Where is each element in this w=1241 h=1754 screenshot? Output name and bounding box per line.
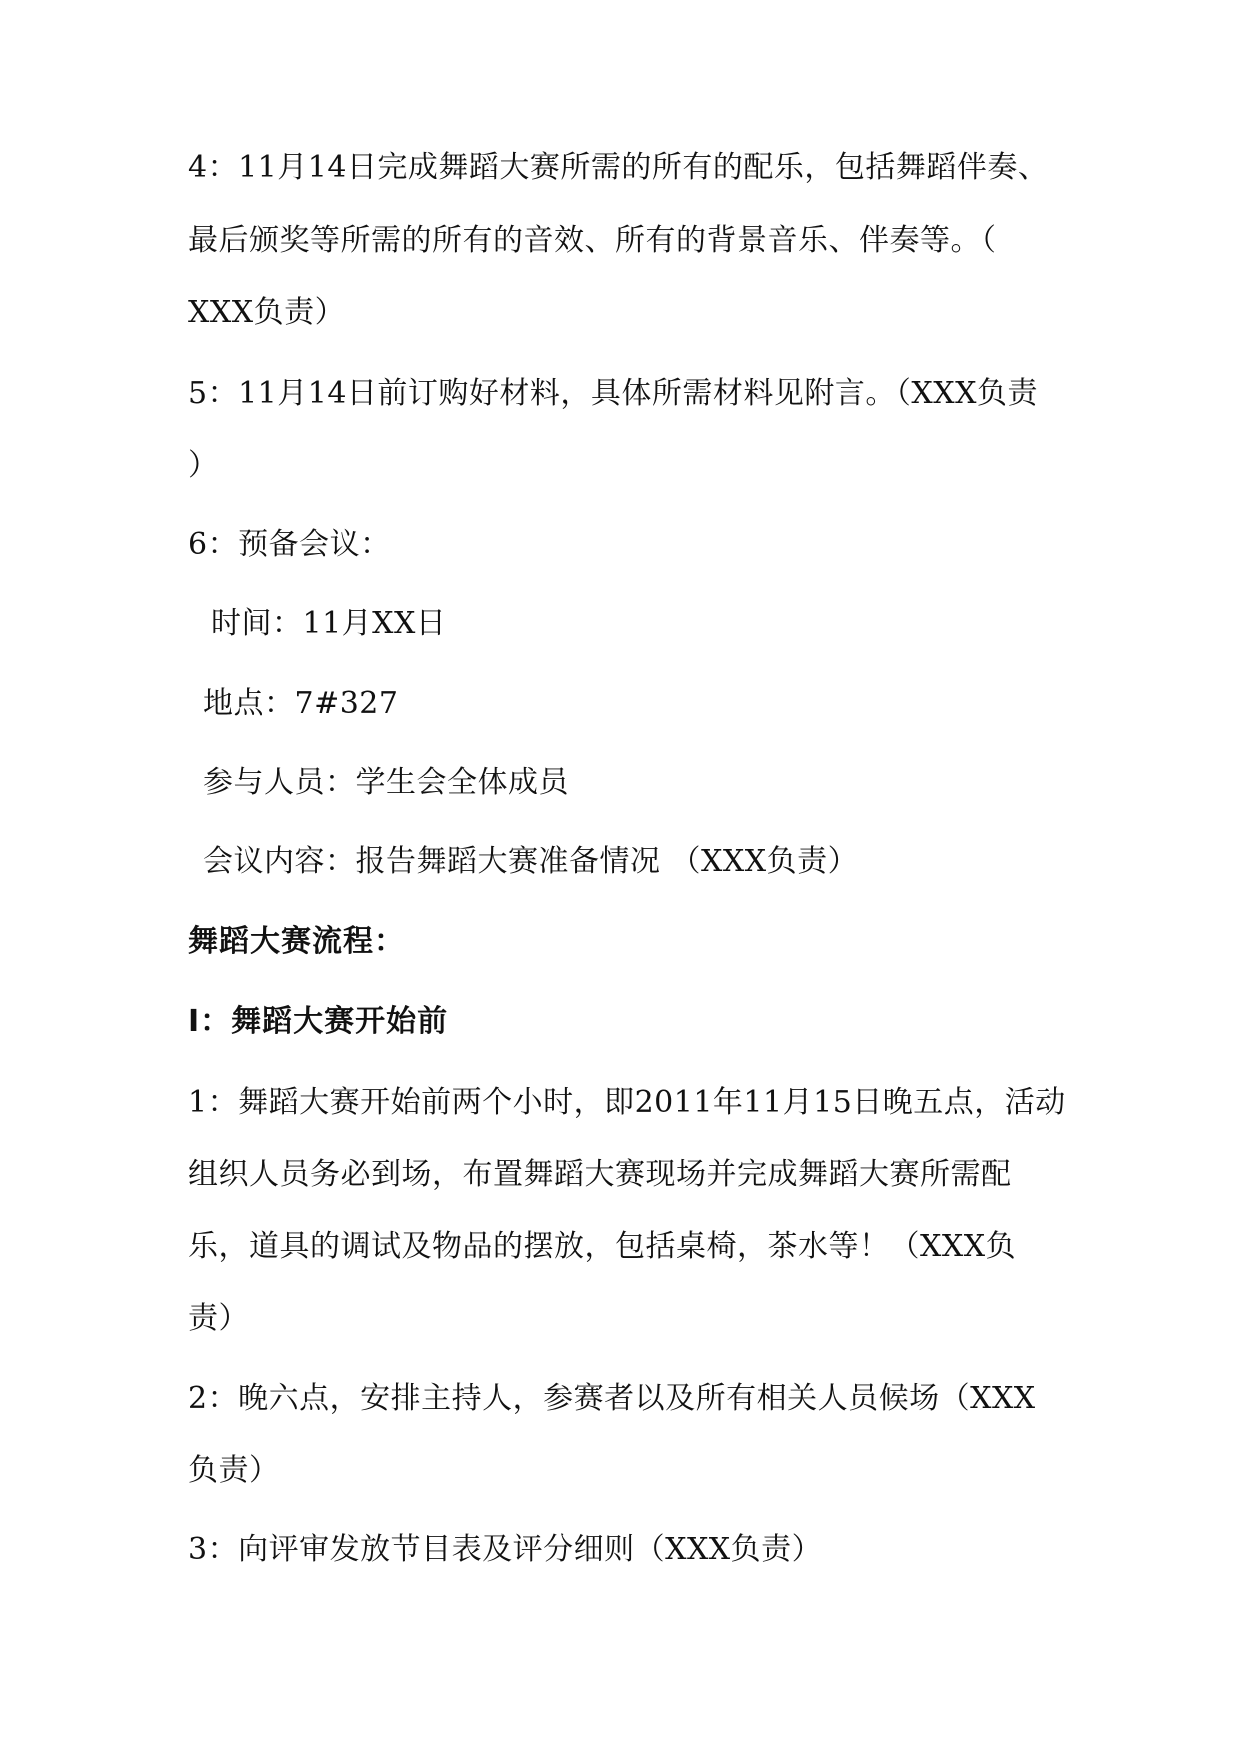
subsection-heading-before: I：舞蹈大赛开始前 — [188, 1004, 449, 1039]
step-2-line-1: 2：晚六点，安排主持人，参赛者以及所有相关人员候场（XXX — [188, 1381, 1036, 1416]
item-4-line-1: 4：11月14日完成舞蹈大赛所需的所有的配乐，包括舞蹈伴奏、 — [188, 150, 1049, 185]
meeting-participants: 参与人员：学生会全体成员 — [203, 765, 569, 800]
step-1-line-1: 1：舞蹈大赛开始前两个小时，即2011年11月15日晚五点，活动 — [188, 1085, 1066, 1120]
step-1-line-2: 组织人员务必到场，布置舞蹈大赛现场并完成舞蹈大赛所需配 — [188, 1157, 1012, 1192]
item-4-line-3: XXX负责） — [188, 295, 346, 330]
step-1-line-4: 责） — [188, 1301, 249, 1336]
meeting-content: 会议内容：报告舞蹈大赛准备情况 （XXX负责） — [203, 844, 859, 879]
meeting-location: 地点：7#327 — [203, 686, 399, 721]
item-4-line-2: 最后颁奖等所需的所有的音效、所有的背景音乐、伴奏等。（ — [188, 223, 997, 258]
step-1-line-3: 乐，道具的调试及物品的摆放，包括桌椅，茶水等！（XXX负 — [188, 1229, 1017, 1264]
step-2-line-2: 负责） — [188, 1453, 280, 1488]
meeting-time: 时间：11月XX日 — [211, 606, 447, 641]
item-5-line-1: 5：11月14日前订购好材料，具体所需材料见附言。（XXX负责 — [188, 376, 1039, 411]
item-5-line-2: ） — [188, 448, 219, 483]
section-heading-process: 舞蹈大赛流程： — [188, 924, 405, 959]
step-3-line-1: 3：向评审发放节目表及评分细则（XXX负责） — [188, 1532, 823, 1567]
item-6-heading: 6：预备会议： — [188, 527, 391, 562]
